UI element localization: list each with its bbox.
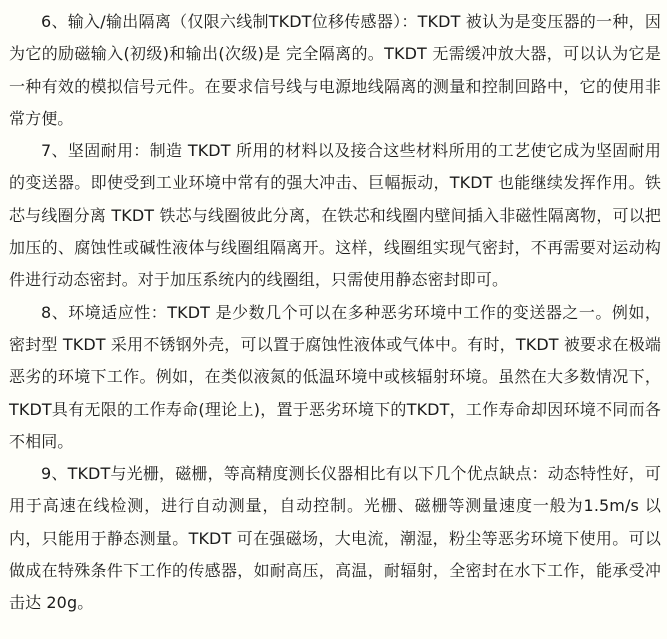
document-body xyxy=(9,6,661,620)
paragraph-environmental-adaptability: 8、环境适应性：TKDT 是少数几个可以在多种恶劣环境中工作的变送器之一。例如，密封型 TKDT 采用不锈钢外壳，可以置于腐蚀性液体或气体中。有时，TKDT 被要求在极端恶劣的环境下工作。例如，在类似液氮的低温环境中或核辐射环境。虽然在大多数情况下，TKDT具有无限的工作寿命(理论上)，置于恶劣环境下的TKDT，工作寿命却因环境不同而各不相同。 xyxy=(9,302,661,451)
paragraph-comparison-with-gratings: 9、TKDT与光栅，磁栅，等高精度测长仪器相比有以下几个优点缺点：动态特性好，可用于高速在线检测，进行自动测量，自动控制。光栅、磁栅等测量速度一般为1.5m/s 以内，只能用于静态测量。TKDT 可在强磁场，大电流，潮湿，粉尘等恶劣环境下使用。可以做成在特殊条件下工作的传感器，如耐高压，高温，耐辐射，全密封在水下工作，能承受冲击达 20g。 xyxy=(9,464,661,613)
paragraph-durability: 7、坚固耐用：制造 TKDT 所用的材料以及接合这些材料所用的工艺使它成为坚固耐用的变送器。即使受到工业环境中常有的强大冲击、巨幅振动，TKDT 也能继续发挥作用。铁芯与线圈分离 TKDT 铁芯与线圈彼此分离，在铁芯和线圈内壁间插入非磁性隔离物，可以把加压的、腐蚀性或碱性液体与线圈组隔离开。这样，线圈组实现气密封，不再需要对运动构件进行动态密封。对于加压系统内的线圈组，只需使用静态密封即可。 xyxy=(9,141,661,290)
paragraph-io-isolation: 6、输入/输出隔离（仅限六线制TKDT位移传感器）：TKDT 被认为是变压器的一种，因为它的励磁输入(初级)和输出(次级)是 完全隔离的。TKDT 无需缓冲放大器，可以认为它是一种有效的模拟信号元件。在要求信号线与电源地线隔离的测量和控制回路中，它的使用非常方便。 xyxy=(9,12,661,128)
